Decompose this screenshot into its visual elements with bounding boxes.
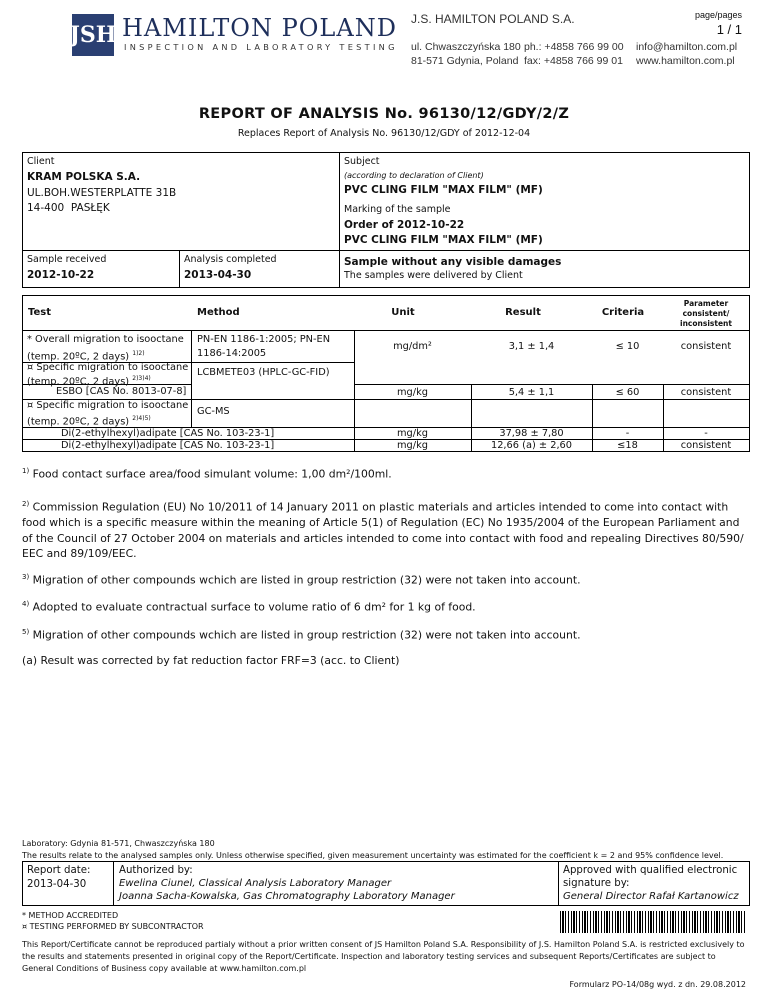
approver-name: General Director Rafał Kartanowicz: [563, 891, 739, 902]
footnote-3: $^{3)}$ Migration of other compounds wchich are listed in group restriction (32) were not taken into account.: [22, 573, 581, 587]
signature-box: [22, 861, 750, 906]
report-title: REPORT OF ANALYSIS No. 96130/12/GDY/2/Z: [198, 106, 570, 122]
cell-result: 5,4 ± 1,1: [508, 387, 555, 398]
cell-result: 37,98 ± 7,80: [499, 428, 564, 439]
report-date-label: Report date:: [27, 865, 91, 876]
authorized-label: Authorized by:: [119, 865, 193, 876]
legend-accredited: * METHOD ACCREDITED: [22, 911, 119, 920]
test-name: * Overall migration to isooctane: [27, 334, 184, 345]
email-address: info@hamilton.com.pl: [636, 41, 738, 53]
marking-label: Marking of the sample: [344, 204, 451, 215]
info-box: [22, 152, 750, 288]
cell-unit: mg/kg: [397, 387, 428, 398]
table-row-deha-test: [27, 400, 188, 428]
table-row-deha-method: GC-MS: [197, 406, 230, 417]
subject-label: Subject: [344, 156, 380, 167]
cell-criteria: ≤ 60: [615, 387, 640, 398]
fax-number: fax: +4858 766 99 01: [524, 55, 623, 67]
table-row-esbo-substance: ESBO [CAS No. 8013-07-8]: [56, 386, 187, 397]
table-row-deha-substance: Di(2-ethylhexyl)adipate [CAS No. 103-23-1]: [61, 428, 275, 439]
address-line: 81-571 Gdynia, Poland: [411, 55, 519, 67]
brand-subtitle: INSPECTION AND LABORATORY TESTING: [124, 42, 398, 52]
marking-order: Order of 2012-10-22: [344, 219, 465, 231]
legend-subcontractor: ¤ TESTING PERFORMED BY SUBCONTRACTOR: [22, 922, 204, 931]
header-unit: Unit: [391, 307, 415, 318]
page-label: page/pages: [694, 10, 742, 20]
subject-note: (according to declaration of Client): [344, 171, 484, 180]
cell-unit: mg/dm²: [393, 341, 432, 352]
test-conditions: (temp. 20ºC, 2 days) $^{2)4)5)}$: [27, 414, 151, 427]
company-logo-mark: JSH: [72, 14, 114, 56]
table-row-overall-method: [197, 333, 330, 361]
page-number: 1 / 1: [716, 22, 742, 37]
cell-criteria: ≤ 10: [615, 341, 640, 352]
cell-unit: mg/kg: [397, 440, 428, 451]
approved-label: signature by:: [563, 878, 630, 889]
cell-criteria: ≤18: [617, 440, 638, 451]
test-name: ¤ Specific migration to isooctane: [27, 400, 189, 411]
header-criteria: Criteria: [601, 307, 645, 318]
website: www.hamilton.com.pl: [636, 55, 735, 67]
method-line: 1186-14:2005: [197, 348, 267, 359]
uncertainty-note: The results relate to the analysed samples only. Unless otherwise specified, given measurement uncertainty was estimated for the coefficient k = 2 and 95% confidence level.: [22, 851, 724, 860]
client-name: KRAM POLSKA S.A.: [27, 171, 141, 183]
completed-label: Analysis completed: [184, 254, 277, 265]
form-number: Formularz PO-14/08g wyd. z dn. 29.08.2012: [569, 980, 746, 989]
footnote-4: $^{4)}$ Adopted to evaluate contractual surface to volume ratio of 6 dm² for 1 kg of food.: [22, 600, 476, 614]
table-row-esbo-test: [27, 363, 188, 387]
footnote-1: $^{1)}$ Food contact surface area/food simulant volume: 1,00 dm²/100ml.: [22, 467, 392, 481]
report-replaces: Replaces Report of Analysis No. 96130/12/GDY of 2012-12-04: [237, 128, 531, 139]
subject-value: PVC CLING FILM "MAX FILM" (MF): [344, 184, 543, 196]
cell-criteria: -: [625, 428, 630, 439]
company-name: J.S. HAMILTON POLAND S.A.: [411, 12, 575, 26]
sample-condition: Sample without any visible damages: [344, 256, 562, 268]
delivery-note: The samples were delivered by Client: [344, 270, 523, 281]
header-method: Method: [197, 307, 240, 318]
footnote-5: $^{5)}$ Migration of other compounds wchich are listed in group restriction (32) were not taken into account.: [22, 628, 581, 642]
header-result: Result: [505, 307, 541, 318]
approved-label: Approved with qualified electronic: [563, 865, 738, 876]
address-block: [411, 40, 521, 68]
footnote-a: (a) Result was corrected by fat reduction factor FRF=3 (acc. to Client): [22, 654, 400, 667]
cell-result: 3,1 ± 1,4: [508, 341, 555, 352]
phone-number: ph.: +4858 766 99 00: [524, 41, 624, 53]
test-conditions: (temp. 20ºC, 2 days) $^{2)3)4)}$: [27, 374, 151, 387]
results-table: [22, 295, 750, 452]
header-parameter-line: inconsistent: [680, 319, 732, 328]
address-line: ul. Chwaszczyńska 180: [411, 41, 521, 53]
barcode-icon: [560, 911, 746, 933]
test-conditions: (temp. 20ºC, 2 days) $^{1)2)}$: [27, 350, 145, 363]
online-block: [636, 40, 737, 68]
phone-block: [524, 40, 624, 68]
table-row-esbo-method: LCBMETE03 (HPLC-GC-FID): [197, 367, 330, 378]
received-date: 2012-10-22: [27, 269, 95, 281]
completed-date: 2013-04-30: [184, 269, 252, 281]
header-parameter: [663, 299, 749, 329]
client-address: UL.BOH.WESTERPLATTE 31B: [27, 187, 177, 199]
client-label: Client: [27, 156, 55, 167]
laboratory-address: Laboratory: Gdynia 81-571, Chwaszczyńska 180: [22, 839, 215, 848]
header-test: Test: [28, 307, 52, 318]
authorized-person: Ewelina Ciunel, Classical Analysis Laboratory Manager: [119, 878, 392, 889]
header-parameter-line: consistent/: [682, 309, 730, 318]
method-line: PN-EN 1186-1:2005; PN-EN: [197, 334, 331, 345]
cell-result: 12,66 (a) ± 2,60: [490, 440, 573, 451]
brand-name: HAMILTON POLAND: [122, 14, 397, 42]
report-date: 2013-04-30: [27, 879, 87, 890]
test-name: ¤ Specific migration to isooctane: [27, 362, 189, 373]
cell-unit: mg/kg: [397, 428, 428, 439]
footnote-2: $^{2)}$ Commission Regulation (EU) No 10/2011 of 14 January 2011 on plastic materials and articles intended to come into contact with food which is a specific measure within the meaning of Article 5(1) of Regulation (EC) No 1935/2004 of the European Parliament and of the Council of 27 October 2004 on materials and articles intended to come into contact with food and repealing Directives 80/590/ EEC and 89/109/EEC.: [22, 500, 744, 561]
received-label: Sample received: [27, 254, 107, 265]
cell-parameter: consistent: [680, 387, 732, 398]
table-row-overall-test: [27, 333, 184, 364]
disclaimer: This Report/Certificate cannot be reproduced partialy without a prior written consent of JS Hamilton Poland S.A. Responsibility of J.S. Hamilton Poland S.A. is restricted exclusively to the results and statements presented in original copy of the Report/Certificate. Inspection and laboratory testing services and subsequent Reports/Certificates are subject to General Conditions of Business copy available at www.hamilton.com.pl: [22, 940, 745, 973]
header-parameter-line: Parameter: [683, 299, 729, 308]
cell-parameter: -: [704, 428, 708, 439]
cell-parameter: consistent: [680, 341, 732, 352]
cell-parameter: consistent: [680, 440, 732, 451]
authorized-person: Joanna Sacha-Kowalska, Gas Chromatography Laboratory Manager: [119, 891, 455, 902]
client-city: 14-400 PASŁĘK: [27, 202, 110, 214]
marking-product: PVC CLING FILM "MAX FILM" (MF): [344, 234, 543, 246]
table-row-deha-substance: Di(2-ethylhexyl)adipate [CAS No. 103-23-1]: [61, 440, 275, 451]
